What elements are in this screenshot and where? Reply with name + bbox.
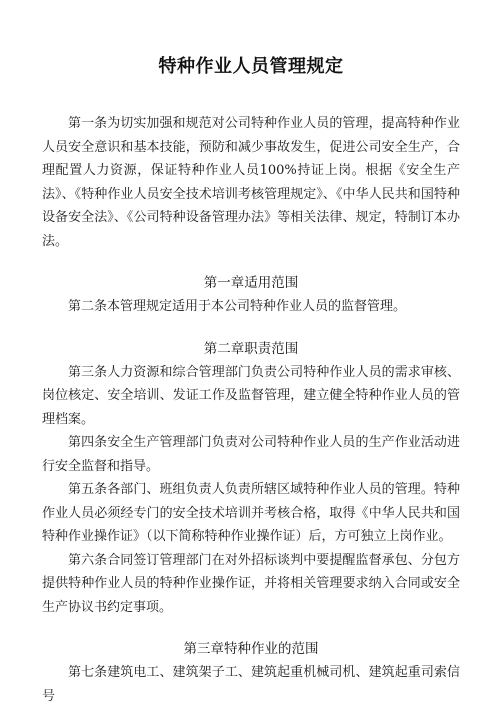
document-title: 特种作业人员管理规定	[158, 56, 344, 77]
article-6: 第六条合同签订管理部门在对外招标谈判中要提醒监督承包、分包方提供特种作业人员的特种作业操作证，并将相关管理要求纳入合同或安全生产协议书约定事项。	[42, 552, 460, 615]
article-3: 第三条人力资源和综合管理部门负责公司特种作业人员的需求审核、岗位核定、安全培训、发证工作及监督管理，建立健全特种作业人员的管理档案。	[42, 364, 460, 427]
article-2: 第二条本管理规定适用于本公司特种作业人员的监督管理。	[68, 299, 407, 314]
chapter-2-heading: 第二章职责范围	[203, 340, 299, 357]
article-4: 第四条安全生产管理部门负责对公司特种作业人员的生产作业活动进行安全监督和指导。	[42, 435, 460, 474]
chapter-3-heading: 第三章特种作业的范围	[183, 641, 319, 657]
article-7: 第七条建筑电工、建筑架子工、建筑起重机械司机、建筑起重司索信号	[42, 665, 460, 704]
chapter-1-heading: 第一章适用范围	[203, 275, 299, 291]
article-5: 第五条各部门、班组负责人负责所辖区域特种作业人员的管理。特种作业人员必须经专门的安全技术培训并考核合格，取得《中华人民共和国特种作业操作证》（以下简称特种作业操作证）后，方可独立上岗作业。	[42, 482, 460, 544]
article-1: 第一条为切实加强和规范对公司特种作业人员的管理，提高特种作业人员安全意识和基本技能，预防和减少事故发生，促进公司安全生产，合理配置人力资源，保证特种作业人员100%持证上岗。根据《安全生产法》、《特种作业人员安全技术培训考核管理规定》、《中华人民共和国特种设备安全法》、《公司特种设备管理办法》等相关法律、规定，特制订本办法。	[42, 116, 460, 249]
